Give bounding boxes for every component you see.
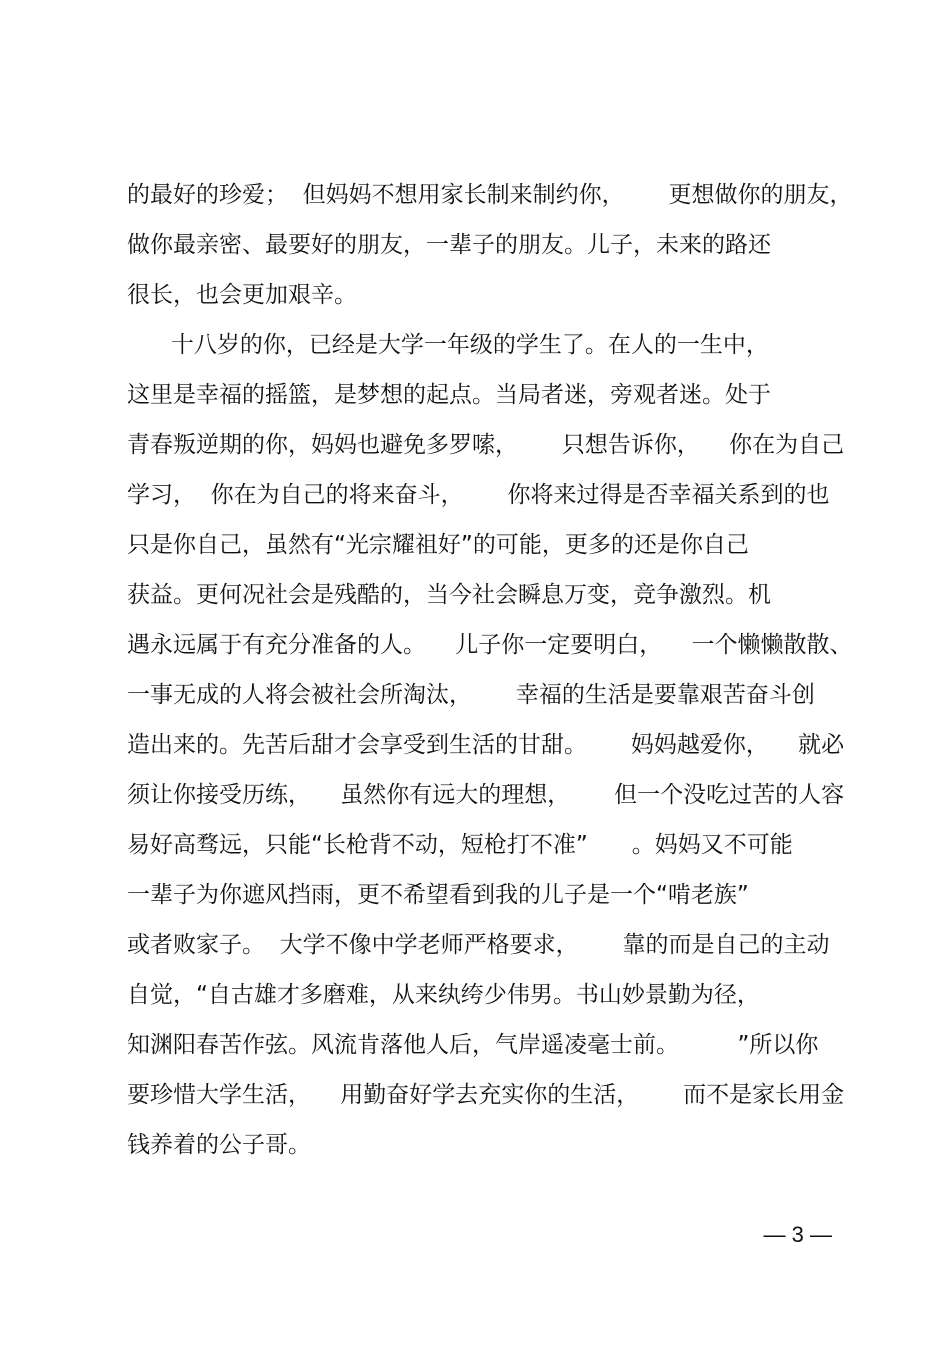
text-line: 要珍惜大学生活， 用勤奋好学去充实你的生活， 而不是家长用金	[127, 1082, 845, 1108]
text-line: 造出来的。先苦后甜才会享受到生活的甘甜。 妈妈越爱你， 就必	[127, 732, 845, 758]
text-line: 只是你自己，虽然有“光宗耀祖好”的可能，更多的还是你自己	[127, 532, 749, 558]
text-line: 青春叛逆期的你，妈妈也避免多罗嗦， 只想告诉你， 你在为自己	[127, 432, 845, 458]
text-line: 一事无成的人将会被社会所淘汰， 幸福的生活是要靠艰苦奋斗创	[127, 682, 815, 708]
text-line: 很长，也会更加艰辛。	[127, 282, 357, 308]
text-line: 钱养着的公子哥。	[127, 1132, 311, 1158]
text-line: 做你最亲密、最要好的朋友，一辈子的朋友。儿子，未来的路还	[127, 232, 771, 258]
text-line: 学习， 你在为自己的将来奋斗， 你将来过得是否幸福关系到的也	[127, 482, 830, 508]
text-line: 一辈子为你遮风挡雨，更不希望看到我的儿子是一个“啃老族”	[127, 882, 749, 908]
text-line: 自觉，“自古雄才多磨难，从来纨绔少伟男。书山妙景勤为径，	[127, 982, 760, 1008]
text-line: 遇永远属于有充分准备的人。 儿子你一定要明白， 一个懒懒散散、	[127, 632, 853, 658]
text-line: 或者败家子。 大学不像中学老师严格要求， 靠的而是自己的主动	[127, 932, 830, 958]
text-line: 这里是幸福的摇篮，是梦想的起点。当局者迷，旁观者迷。处于	[127, 382, 771, 408]
text-line: 的最好的珍爱； 但妈妈不想用家长制来制约你， 更想做你的朋友，	[127, 182, 853, 208]
text-line: 知渊阳春苦作弦。风流肯落他人后，气岸遥凌毫士前。 ”所以你	[127, 1032, 819, 1058]
text-line: 十八岁的你，已经是大学一年级的学生了。在人的一生中，	[127, 332, 769, 358]
text-line: 须让你接受历练， 虽然你有远大的理想， 但一个没吃过苦的人容	[127, 782, 845, 808]
page-number: — 3 —	[763, 1222, 832, 1247]
text-line: 易好高骛远，只能“长枪背不动，短枪打不准” 。妈妈又不可能	[127, 832, 793, 858]
text-line: 获益。更何况社会是残酷的，当今社会瞬息万变，竞争激烈。机	[127, 582, 771, 608]
